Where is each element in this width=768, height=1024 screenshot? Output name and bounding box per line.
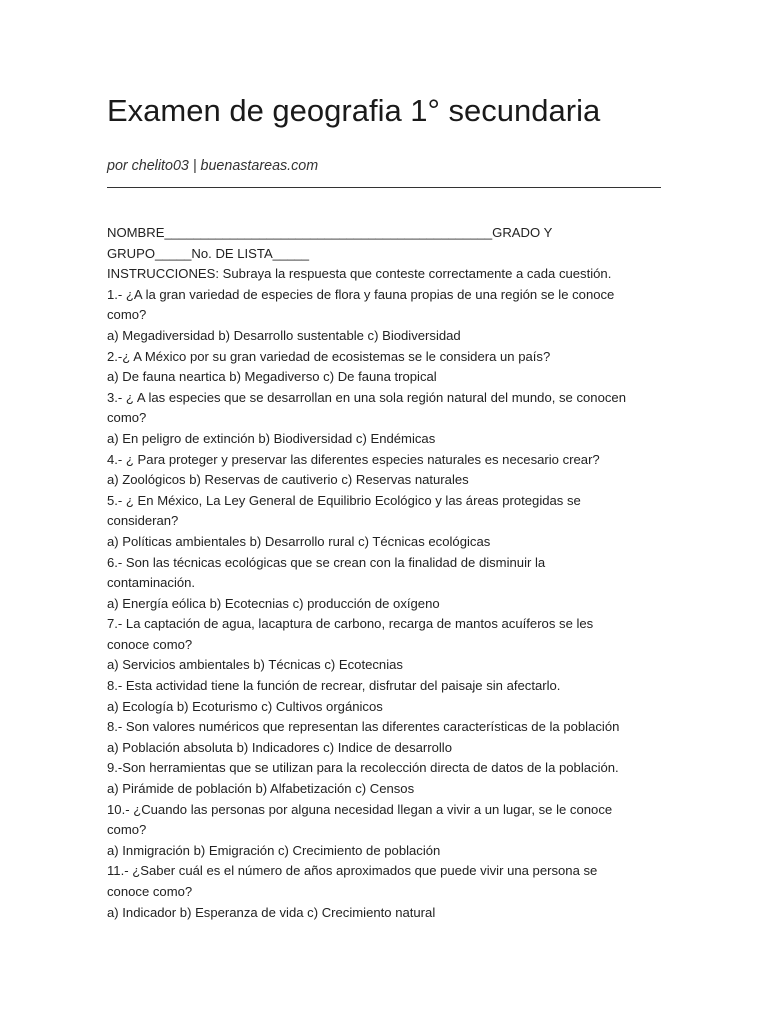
text-line: a) Indicador b) Esperanza de vida c) Crecimiento natural — [107, 904, 436, 920]
document-body — [107, 223, 661, 923]
text-line: a) Inmigración b) Emigración c) Crecimiento de población — [107, 842, 441, 858]
text-line: a) Megadiversidad b) Desarrollo sustentable c) Biodiversidad — [107, 327, 461, 343]
text-line: a) Zoológicos b) Reservas de cautiverio c) Reservas naturales — [107, 472, 469, 488]
text-line: a) En peligro de extinción b) Biodiversidad c) Endémicas — [107, 430, 436, 446]
text-line: consideran? — [107, 513, 179, 529]
text-line: 2.-¿ A México por su gran variedad de ecosistemas se le considera un país? — [107, 348, 551, 364]
text-line: NOMBRE_____________________________________________GRADO Y — [107, 225, 553, 240]
text-line: 3.- ¿ A las especies que se desarrollan en una sola región natural del mundo, se conocen — [107, 389, 626, 405]
text-line: como? — [107, 410, 147, 426]
document-byline: por chelito03 | buenastareas.com — [107, 158, 319, 174]
text-line: como? — [107, 307, 147, 323]
text-line: a) Pirámide de población b) Alfabetización c) Censos — [107, 781, 415, 797]
text-line: como? — [107, 822, 147, 838]
text-line: a) Energía eólica b) Ecotecnias c) producción de oxígeno — [107, 595, 440, 611]
text-line: contaminación. — [107, 575, 196, 591]
text-line: conoce como? — [107, 884, 193, 899]
text-line: 7.- La captación de agua, lacaptura de carbono, recarga de mantos acuíferos se les — [107, 616, 594, 632]
text-line: INSTRUCCIONES: Subraya la respuesta que conteste correctamente a cada cuestión. — [107, 266, 612, 282]
document-page — [107, 0, 661, 923]
text-line: 6.- Son las técnicas ecológicas que se crean con la finalidad de disminuir la — [107, 554, 546, 570]
document-title: Examen de geografia 1° secundaria — [107, 93, 601, 128]
text-line: a) De fauna neartica b) Megadiverso c) De fauna tropical — [107, 369, 437, 385]
text-line: 8.- Son valores numéricos que representan las diferentes características de la población — [107, 719, 620, 735]
text-line: 11.- ¿Saber cuál es el número de años aproximados que puede vivir una persona se — [107, 863, 598, 879]
text-line: conoce como? — [107, 636, 193, 652]
text-line: a) Servicios ambientales b) Técnicas c) Ecotecnias — [107, 657, 403, 673]
text-line: a) Población absoluta b) Indicadores c) Indice de desarrollo — [107, 739, 453, 755]
text-line: a) Ecología b) Ecoturismo c) Cultivos orgánicos — [107, 698, 383, 714]
text-line: 9.-Son herramientas que se utilizan para la recolección directa de datos de la población. — [107, 760, 619, 776]
text-line: 8.- Esta actividad tiene la función de recrear, disfrutar del paisaje sin afectarlo. — [107, 678, 561, 694]
divider — [107, 187, 661, 188]
text-line: 10.- ¿Cuando las personas por alguna necesidad llegan a vivir a un lugar, se le conoce — [107, 801, 613, 817]
text-line: 4.- ¿ Para proteger y preservar las diferentes especies naturales es necesario crear? — [107, 451, 600, 467]
text-line: a) Políticas ambientales b) Desarrollo rural c) Técnicas ecológicas — [107, 533, 491, 549]
text-line: GRUPO_____No. DE LISTA_____ — [107, 245, 310, 261]
text-line: 1.- ¿A la gran variedad de especies de flora y fauna propias de una región se le conoce — [107, 286, 615, 302]
text-line: 5.- ¿ En México, La Ley General de Equilibrio Ecológico y las áreas protegidas se — [107, 492, 581, 508]
